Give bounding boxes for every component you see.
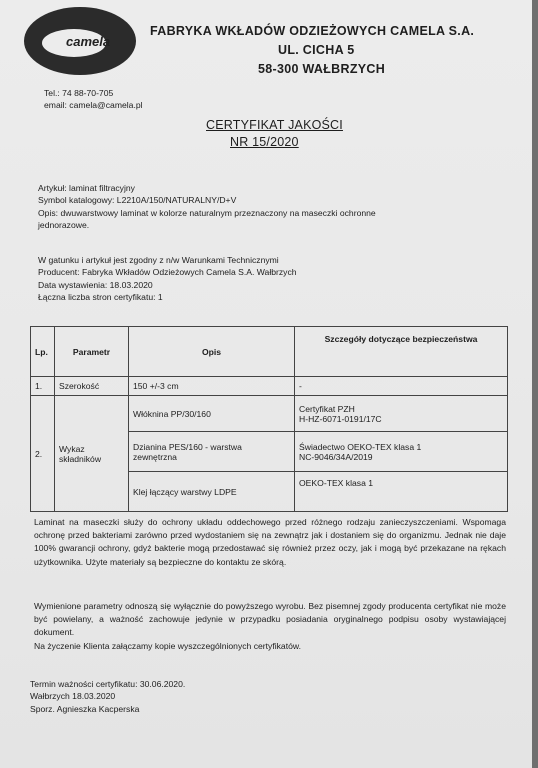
company-phone: Tel.: 74 88-70-705	[44, 88, 114, 98]
validity-paragraph: Wymienione parametry odnoszą się wyłącznie do powyższego wyrobu. Bez pisemnej zgody producenta certyfikat nie może być powielany, a ważność zachowuje jedynie w przypadku posiadania oryginalnego podpisu osoby wystawiającej dokument.	[34, 601, 506, 638]
cell-description: Klej łączący warstwy LDPE	[129, 472, 295, 512]
conformity-line: W gatunku i artykuł jest zgodny z n/w Warunkami Technicznymi	[38, 255, 279, 265]
cell-parameter: Szerokość	[55, 377, 129, 396]
producer-line: Producent: Fabryka Wkładów Odzieżowych Camela S.A. Wałbrzych	[38, 267, 297, 278]
parameters-table	[30, 326, 508, 512]
description-line: Opis: dwuwarstwowy laminat w kolorze naturalnym przeznaczony na maseczki ochronne	[38, 207, 376, 218]
cell-safety: Certyfikat PZH H-HZ-6071-0191/17C	[295, 396, 508, 432]
header-safety: Szczegóły dotyczące bezpieczeństwa	[295, 327, 508, 377]
page-count-line: Łączna liczba stron certyfikatu: 1	[38, 291, 163, 302]
usage-paragraph: Laminat na maseczki służy do ochrony układu oddechowego przed różnego rodzaju zanieczyszczeniami. Wspomaga ochronę przed bakteriami zarówno przed wydostaniem się na zewnątrz jak i dostaniem się do organizmu. Jednak nie daje 100% gwarancji ochrony, gdyż bakterie mogą przedostawać się również przez oczy, jak i mogą być przekazane na rękach użytkownika. Użyte materiały są bezpieczne do kontaktu ze skórą.	[34, 517, 506, 567]
cell-lp: 1.	[31, 377, 55, 396]
company-name: FABRYKA WKŁADÓW ODZIEŻOWYCH CAMELA S.A.	[150, 24, 475, 38]
logo-text: camela	[66, 34, 111, 49]
prepared-by: Sporz. Agnieszka Kacperska	[30, 703, 140, 714]
header-parameter: Parametr	[55, 327, 129, 377]
certificate-number: NR 15/2020	[230, 135, 299, 149]
article-line: Artykuł: laminat filtracyjny	[38, 183, 135, 193]
description-line-cont: jednorazowe.	[38, 219, 90, 230]
company-city: 58-300 WAŁBRZYCH	[258, 62, 386, 76]
company-logo	[24, 7, 136, 75]
cell-lp: 2.	[31, 396, 55, 512]
place-date: Wałbrzych 18.03.2020	[30, 691, 116, 702]
company-email: email: camela@camela.pl	[44, 100, 143, 110]
cell-description: Dzianina PES/160 - warstwa zewnętrzna	[129, 432, 295, 472]
article-details	[38, 182, 376, 231]
cell-safety: -	[295, 377, 508, 396]
cell-safety: Świadectwo OEKO-TEX klasa 1 NC-9046/34A/2019	[295, 432, 508, 472]
cell-description: 150 +/-3 cm	[129, 377, 295, 396]
certificate-title: CERTYFIKAT JAKOŚCI	[206, 118, 343, 132]
catalog-symbol-line: Symbol katalogowy: L2210A/150/NATURALNY/D+V	[38, 195, 237, 206]
copies-note: Na życzenie Klienta załączamy kopie wyszczególnionych certyfikatów.	[34, 641, 302, 651]
company-street: UL. CICHA 5	[278, 43, 355, 57]
cell-description: Włóknina PP/30/160	[129, 396, 295, 432]
table-row	[31, 396, 508, 432]
issue-date-line: Data wystawienia: 18.03.2020	[38, 279, 153, 290]
table-header-row	[31, 327, 508, 377]
validity-date: Termin ważności certyfikatu: 30.06.2020.	[30, 679, 186, 689]
cell-safety: OEKO-TEX klasa 1	[295, 472, 508, 512]
footer-block	[30, 678, 185, 715]
table-row	[31, 377, 508, 396]
certificate-meta	[38, 254, 297, 303]
header-description: Opis	[129, 327, 295, 377]
cell-parameter: Wykaz składników	[55, 396, 129, 512]
header-lp: Lp.	[31, 327, 55, 377]
